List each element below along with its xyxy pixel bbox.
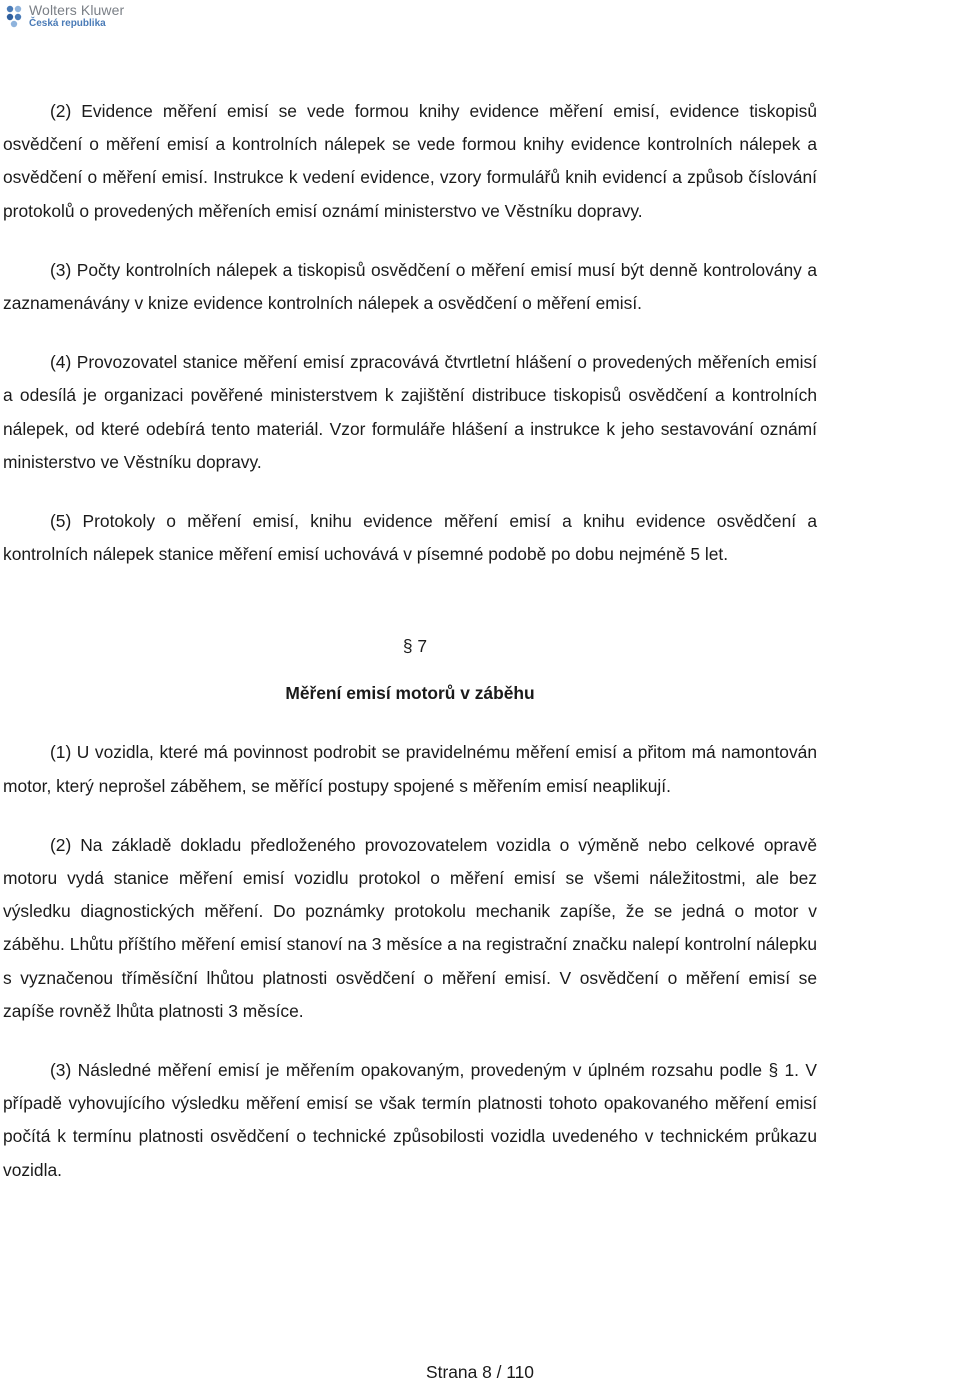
paragraph: (2) Na základě dokladu předloženého provozovatelem vozidla o výměně nebo celkové opravě motoru vydá stanice měření emisí vozidlu protokol o měření emisí se všemi náležitostmi, ale bez výsledku diagnostických měření. Do poznámky protokolu mechanik zapíše, že se jedná o motor v záběhu. Lhůtu příštího měření emisí stanoví na 3 měsíce a na registrační značku nalepí kontrolní nálepku s vyznačenou tříměsíční lhůtou platnosti osvědčení o měření emisí. V osvědčení o měření emisí se zapíše rovněž lhůta platnosti 3 měsíce.	[3, 834, 817, 1021]
logo-name: Wolters Kluwer	[29, 2, 125, 18]
paragraph: (5) Protokoly o měření emisí, knihu evidence měření emisí a knihu evidence osvědčení a kontrolních nálepek stanice měření emisí uchovává v písemné podobě po dobu nejméně 5 let.	[3, 511, 817, 565]
publisher-logo	[4, 3, 124, 29]
section-number: § 7	[402, 636, 428, 657]
paragraph: (3) Počty kontrolních nálepek a tiskopisů osvědčení o měření emisí musí být denně kontrolovány a zaznamenávány v knize evidence kontrolních nálepek a osvědčení o měření emisí.	[3, 259, 817, 314]
paragraph: (4) Provozovatel stanice měření emisí zpracovává čtvrtletní hlášení o provedených měřeních emisí a odesílá je organizaci pověřené ministerstvem k zajištění distribuce tiskopisů osvědčení a kontrolních nálepek, od které odebírá tento materiál. Vzor formuláře hlášení a instrukce k jeho sestavování oznámí ministerstvo ve Věstníku dopravy.	[3, 352, 817, 472]
document-body	[3, 95, 817, 1187]
logo-subtitle: Česká republika	[29, 18, 106, 29]
wolters-kluwer-logo-icon	[4, 3, 24, 29]
section-title: Měření emisí motorů v záběhu	[285, 683, 535, 704]
paragraph: (3) Následné měření emisí je měřením opakovaným, provedeným v úplném rozsahu podle § 1. V případě vyhovujícího výsledku měření emisí se však termín platnosti tohoto opakovaného měření emisí počítá k termínu platnosti osvědčení o technické způsobilosti vozidla uvedeného v technickém průkazu vozidla.	[3, 1060, 817, 1180]
paragraph: (2) Evidence měření emisí se vede formou knihy evidence měření emisí, evidence tiskopisů osvědčení o měření emisí a kontrolních nálepek se vede formou knihy evidence kontrolních nálepek a osvědčení o měření emisí. Instrukce k vedení evidence, vzory formulářů knih evidencí a způsob číslování protokolů o provedených měřeních emisí oznámí ministerstvo ve Věstníku dopravy.	[3, 101, 817, 221]
paragraph: (1) U vozidla, které má povinnost podrobit se pravidelnému měření emisí a přitom má namontován motor, který neprošel záběhem, se měřící postupy spojené s měřením emisí neaplikují.	[3, 742, 817, 796]
page-number: Strana 8 / 110	[426, 1362, 534, 1382]
